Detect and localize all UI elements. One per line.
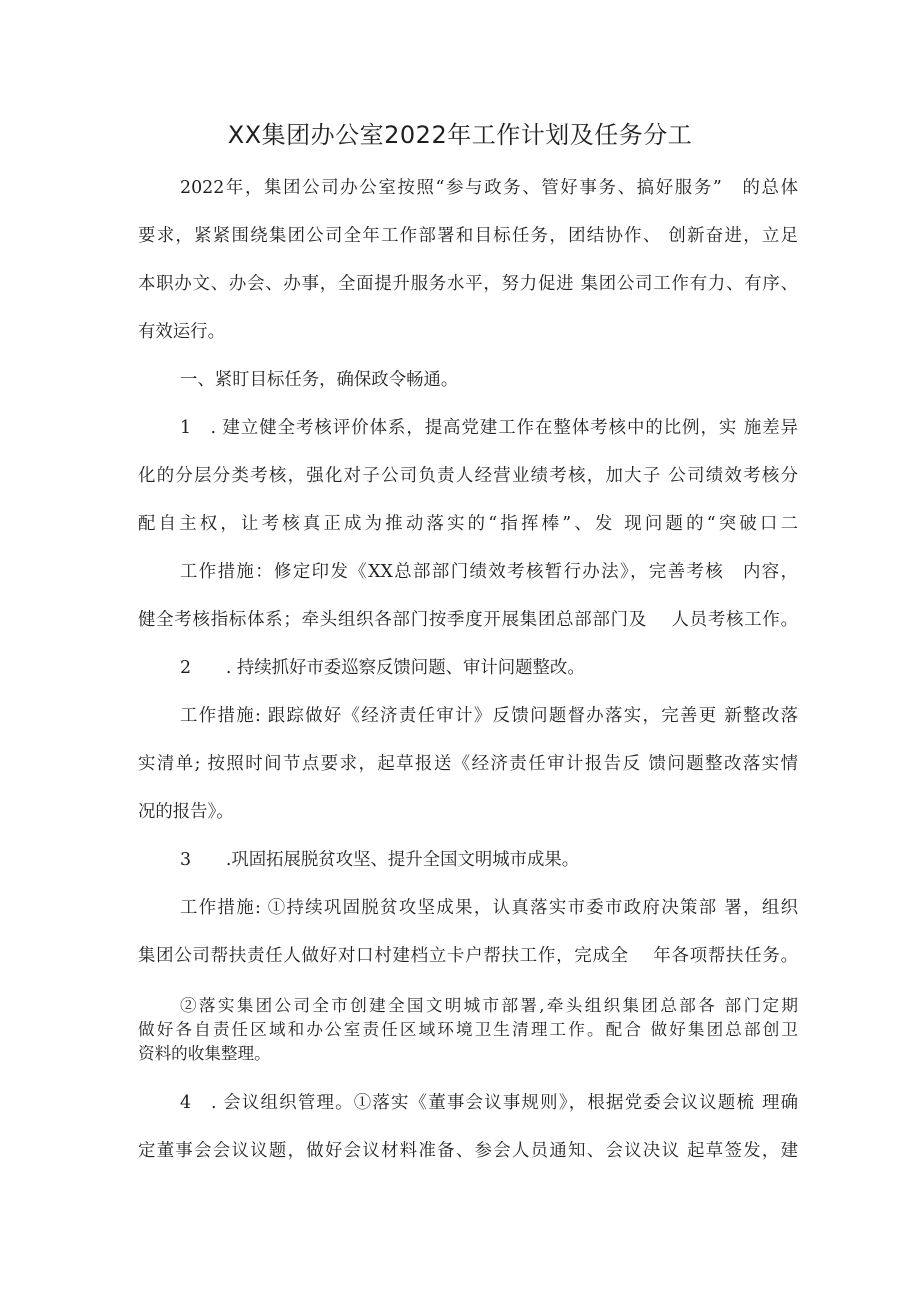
document-title: XX集团办公室2022年工作计划及任务分工 [227, 121, 693, 149]
paragraph-line: ②落实集团公司全市创建全国文明城市部署,牵头组织集团总部各 部门定期 [180, 996, 798, 1015]
paragraph-line: 工作措施: 跟踪做好《经济责任审计》反馈问题督办落实，完善更 新整改落 [180, 706, 798, 726]
paragraph-line: 实清单; 按照时间节点要求，起草报送《经济责任审计报告反 馈问题整改落实情 [138, 754, 798, 774]
paragraph-line: 况的报告》。 [138, 802, 234, 822]
paragraph-line: 2022年，集团公司办公室按照“参与政务、管好事务、搞好服务” 的总体 [180, 178, 798, 198]
section-heading: 2 . 持续抓好市委巡察反馈问题、审计问题整改。 [180, 658, 585, 678]
paragraph-line: 工作措施: ①持续巩固脱贫攻坚成果，认真落实市委市政府决策部 署，组织 [180, 898, 798, 918]
paragraph-line: 定董事会会议议题，做好会议材料准备、参会人员通知、会议决议 起草签发，建 [138, 1141, 798, 1161]
paragraph-line: 健全考核指标体系；牵头组织各部门按季度开展集团总部部门及 人员考核工作。 [138, 610, 798, 630]
paragraph-line: 要求，紧紧围绕集团公司全年工作部署和目标任务，团结协作、 创新奋进，立足 [138, 226, 798, 246]
paragraph-line: 1 . 建立健全考核评价体系，提高党建工作在整体考核中的比例，实 施差异 [180, 418, 798, 438]
paragraph-line: 集团公司帮扶责任人做好对口村建档立卡户帮扶工作，完成全 年各项帮扶任务。 [138, 946, 798, 966]
section-heading: 3 .巩固拓展脱贫攻坚、提升全国文明城市成果。 [180, 850, 580, 870]
section-heading: 一、紧盯目标任务，确保政令畅通。 [180, 370, 459, 390]
paragraph-line: 配自主权，让考核真正成为推动落实的“指挥棒”、发 现问题的“突破口二 [138, 514, 798, 534]
paragraph-line: 有效运行。 [138, 322, 225, 342]
paragraph-line: 4 . 会议组织管理。①落实《董事会议事规则》，根据党委会议议题梳 理确 [180, 1093, 798, 1113]
paragraph-line: 资料的收集整理。 [138, 1044, 271, 1063]
paragraph-line: 化的分层分类考核，强化对子公司负责人经营业绩考核，加大子 公司绩效考核分 [138, 466, 798, 486]
paragraph-line: 做好各自责任区域和办公室责任区域环境卫生清理工作。配合 做好集团总部创卫 [138, 1020, 798, 1039]
paragraph-line: 本职办文、办会、办事，全面提升服务水平，努力促进 集团公司工作有力、有序、 [138, 274, 798, 294]
paragraph-line: 工作措施：修定印发《XX总部部门绩效考核暂行办法》，完善考核 内容， [180, 562, 798, 582]
